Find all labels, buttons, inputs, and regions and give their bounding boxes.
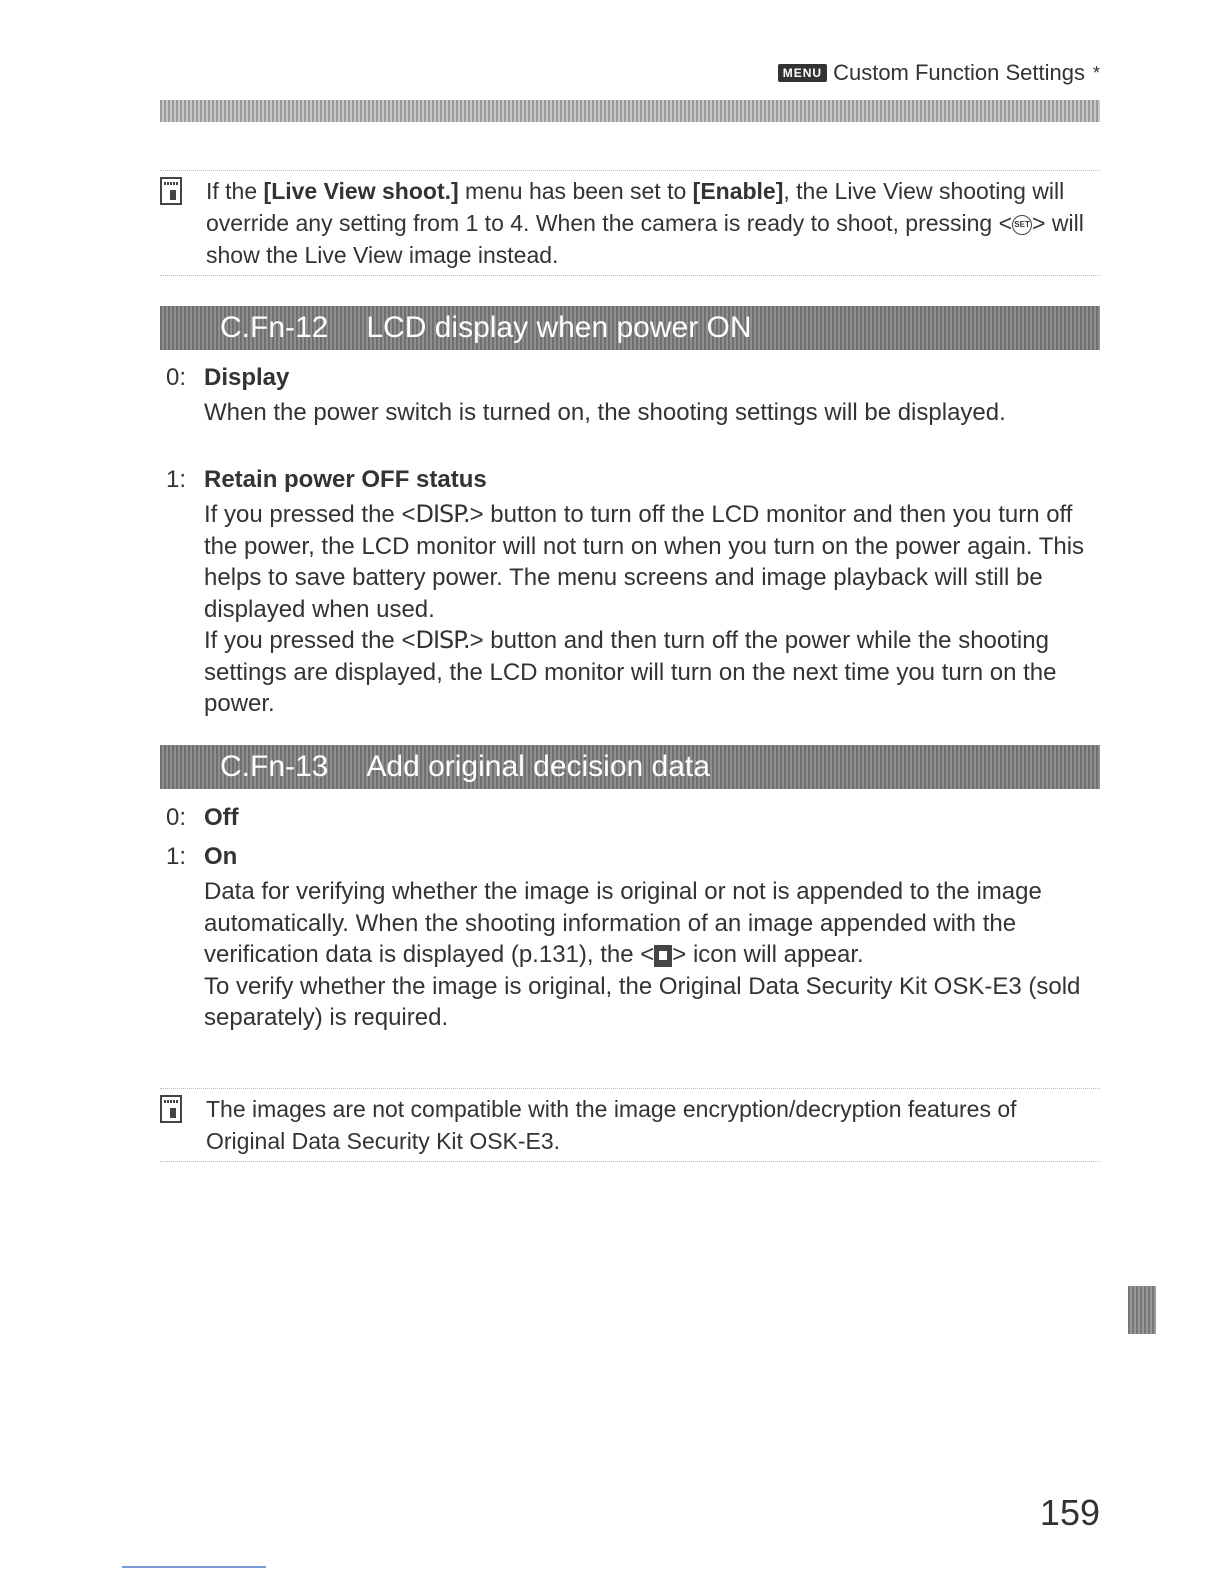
option-number: 0: (166, 364, 187, 391)
original-data-lock-icon (654, 945, 672, 967)
page-header (778, 60, 1100, 86)
cfn13-option-0 (166, 802, 1096, 834)
para-text: Data for verifying whether the image is original or not is appended to the image automatically. When the shooting information of an image appended with the verification data is displayed (p.131), the < (204, 878, 1042, 968)
cfn13-option-1-desc (204, 876, 1104, 1034)
disp-button-icon: DISP. (415, 500, 470, 528)
note1-text-2: menu has been set to (458, 178, 693, 204)
option-label: Display (204, 364, 290, 391)
option-number: 0: (166, 804, 187, 831)
option-paragraph-1 (204, 499, 1104, 625)
note-live-view (160, 170, 1100, 276)
note1-text-3: , the Live View shooting will override any setting from 1 to 4. When the camera is ready to shoot, pressing < (206, 178, 1065, 236)
memo-icon (160, 1095, 182, 1123)
para-text: If you pressed the < (204, 627, 416, 654)
header-divider-bar (160, 100, 1100, 122)
note1-text-4: > will show the Live View image instead. (206, 210, 1084, 268)
section-header-cfn13 (160, 745, 1100, 789)
note1-enable: [Enable] (692, 178, 784, 204)
option-paragraph-2 (204, 625, 1104, 720)
cfn12-option-0-desc (204, 397, 1104, 429)
note-encryption (160, 1088, 1100, 1162)
section12-title: LCD display when power ON (366, 311, 752, 344)
cfn13-option-1 (166, 841, 1096, 873)
cfn12-option-0 (166, 362, 1096, 394)
section13-title: Add original decision data (366, 750, 710, 783)
disp-button-icon: DISP. (415, 626, 470, 654)
option-label: Off (204, 804, 239, 831)
option-description: When the power switch is turned on, the shooting settings will be displayed. (204, 399, 1006, 426)
section12-code: C.Fn-12 (220, 311, 329, 344)
memo-icon (160, 177, 182, 205)
set-button-icon: SET (1012, 215, 1032, 235)
option-paragraph-2: To verify whether the image is original, the Original Data Security Kit OSK-E3 (sold separately) is required. (204, 972, 1081, 1031)
header-title: Custom Function Settings (833, 60, 1085, 85)
option-label: On (204, 843, 238, 870)
chapter-tab-marker (1128, 1286, 1156, 1334)
para-text: If you pressed the < (204, 501, 416, 528)
note1-live-view-shoot: [Live View shoot.] (263, 178, 459, 204)
option-paragraph-1 (204, 876, 1104, 971)
menu-icon: MENU (778, 64, 827, 82)
header-star: * (1092, 62, 1100, 83)
page-number: 159 (1039, 1492, 1100, 1533)
para-text: > button and then turn off the power while the shooting settings are displayed, the LCD monitor will turn on the next time you turn on the power. (204, 627, 1057, 717)
para-text: > button to turn off the LCD monitor and then you turn off the power, the LCD monitor will not turn on when you turn on the power again. This helps to save battery power. The menu screens and image playback will still be displayed when used. (204, 501, 1085, 623)
footer-line (122, 1566, 266, 1568)
note2-text: The images are not compatible with the image encryption/decryption features of Original Data Security Kit OSK-E3. (206, 1096, 1017, 1154)
note1-text-1: If the (206, 178, 264, 204)
para-text: > icon will appear. (672, 941, 864, 968)
section13-code: C.Fn-13 (220, 750, 329, 783)
cfn12-option-1-desc (204, 499, 1104, 720)
section-header-cfn12 (160, 306, 1100, 350)
option-number: 1: (166, 843, 187, 870)
cfn12-option-1 (166, 464, 1096, 496)
option-label: Retain power OFF status (204, 466, 487, 493)
option-number: 1: (166, 466, 187, 493)
